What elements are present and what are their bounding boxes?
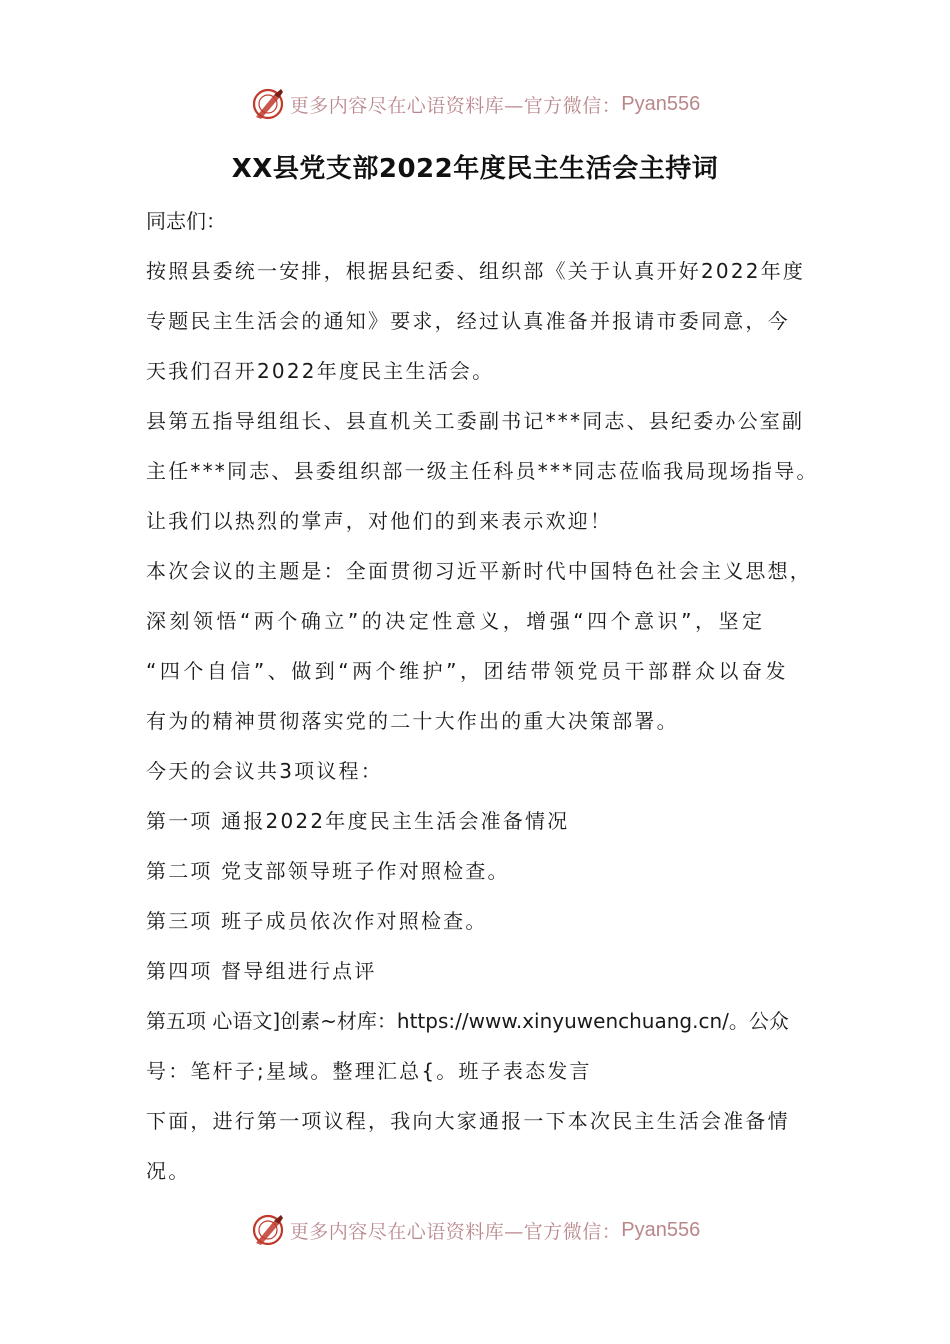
body-line: 县第五指导组组长、县直机关工委副书记***同志、县纪委办公室副	[146, 409, 805, 433]
body-line: 下面，进行第一项议程，我向大家通报一下本次民主生活会准备情	[146, 1109, 790, 1133]
body-line: 况。	[146, 1159, 191, 1183]
document-body	[146, 196, 836, 1196]
body-line: 第二项 党支部领导班子作对照检查。	[146, 859, 510, 883]
body-line: 主任***同志、县委组织部一级主任科员***同志莅临我局现场指导。	[146, 459, 819, 483]
body-line: 本次会议的主题是：全面贯彻习近平新时代中国特色社会主义思想，	[146, 559, 812, 583]
body-line: 号：笔杆子;星域。整理汇总{。班子表态发言	[146, 1059, 592, 1083]
body-line: 同志们：	[146, 209, 226, 233]
body-line: 专题民主生活会的通知》要求，经过认真准备并报请市委同意，今	[146, 309, 790, 333]
body-line: 天我们召开2022年度民主生活会。	[146, 359, 495, 383]
body-line: 第四项 督导组进行点评	[146, 959, 377, 983]
body-line: 深刻领悟“两个确立”的决定性意义，增强“四个意识”，坚定	[146, 609, 766, 633]
watermark-text: 更多内容尽在心语资料库—官方微信：	[289, 94, 622, 117]
body-line: 第三项 班子成员依次作对照检查。	[146, 909, 488, 933]
watermark-handle: Pyan556	[621, 92, 701, 115]
pen-nib-logo-icon	[250, 1212, 286, 1248]
document-title: XX县党支部2022年度民主生活会主持词	[231, 154, 719, 184]
watermark-text: 更多内容尽在心语资料库—官方微信：	[289, 1220, 622, 1243]
body-line: 今天的会议共3项议程：	[146, 759, 383, 783]
body-line: 让我们以热烈的掌声，对他们的到来表示欢迎！	[146, 509, 613, 533]
body-line: 第一项 通报2022年度民主生活会准备情况	[146, 809, 570, 833]
header-watermark-banner	[0, 84, 950, 124]
footer-watermark-banner	[0, 1210, 950, 1250]
body-line: 第五项 心语文]创素~材库：https://www.xinyuwenchuang.cn/。公众	[146, 1009, 789, 1033]
body-line: 有为的精神贯彻落实党的二十大作出的重大决策部署。	[146, 709, 679, 733]
body-line: 按照县委统一安排，根据县纪委、组织部《关于认真开好2022年度	[146, 259, 806, 283]
watermark-handle: Pyan556	[621, 1218, 701, 1241]
body-line: “四个自信”、做到“两个维护”，团结带领党员干部群众以奋发	[146, 659, 789, 683]
pen-nib-logo-icon	[250, 86, 286, 122]
